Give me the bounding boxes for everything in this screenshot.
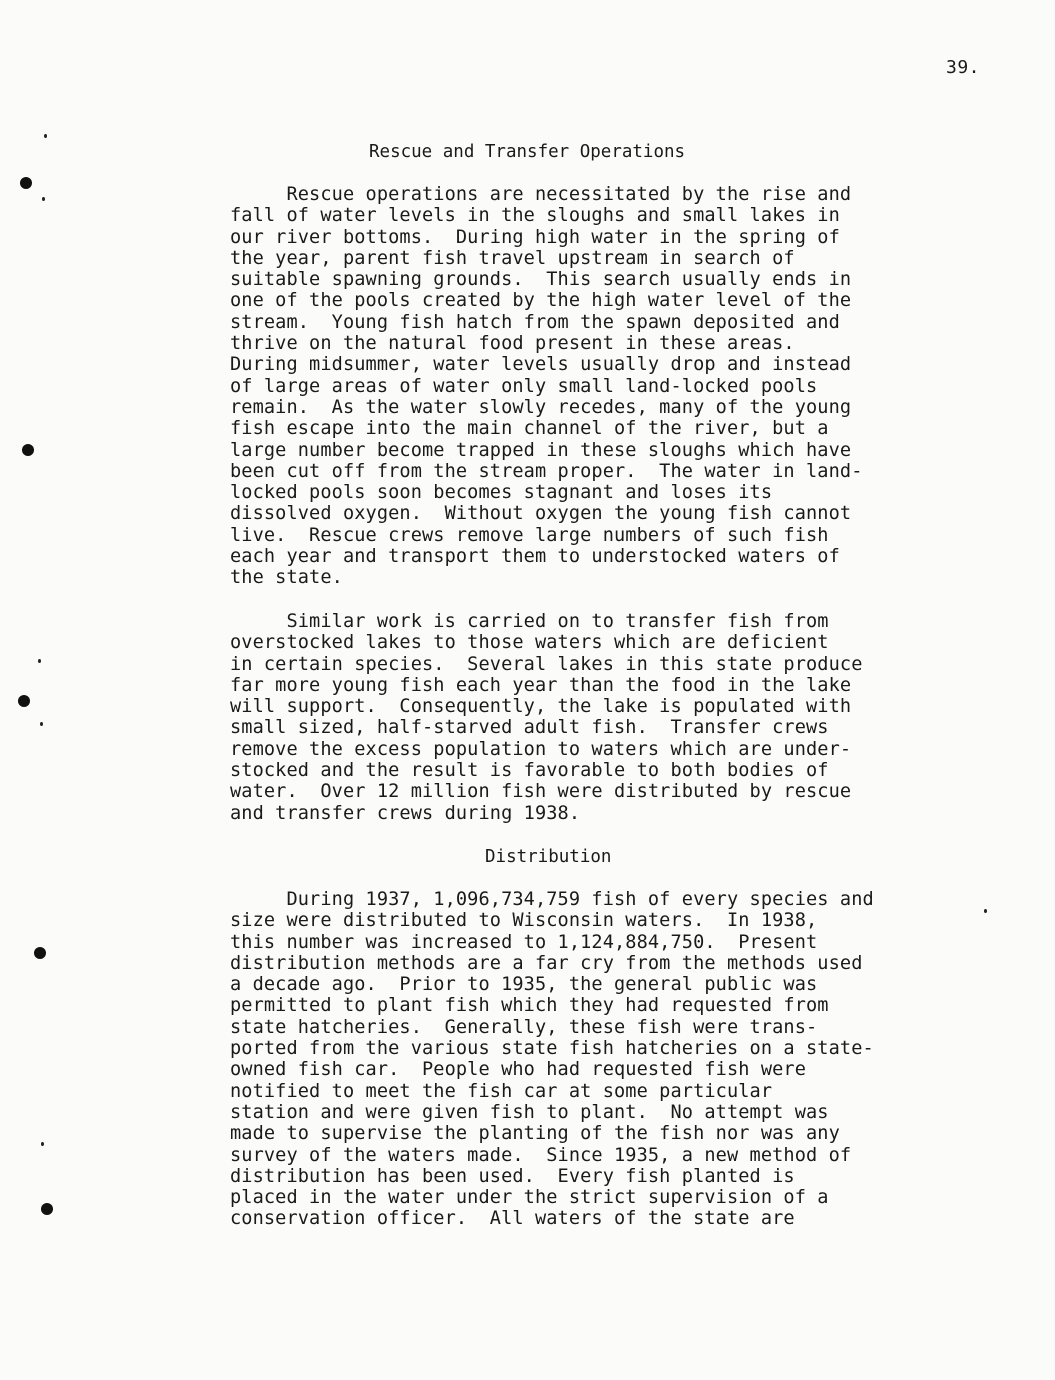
margin-speck: [40, 722, 43, 726]
text-line: remove the excess population to waters which are under-: [230, 738, 852, 760]
text-line: made to supervise the planting of the fish nor was any: [230, 1123, 840, 1145]
text-line: size were distributed to Wisconsin waters. In 1938,: [230, 910, 818, 932]
paragraph-rescue-1: [230, 184, 863, 589]
text-line: the year, parent fish travel upstream in search of: [230, 247, 795, 269]
text-line: station and were given fish to plant. No attempt was: [230, 1101, 829, 1123]
text-line: state hatcheries. Generally, these fish were trans-: [230, 1016, 818, 1038]
text-line: placed in the water under the strict supervision of a: [230, 1187, 829, 1209]
text-line: far more young fish each year than the food in the lake: [230, 674, 852, 696]
paragraph-distribution-1: [230, 889, 874, 1230]
text-line: water. Over 12 million fish were distributed by rescue: [230, 781, 852, 803]
text-line: locked pools soon becomes stagnant and loses its: [230, 482, 773, 504]
text-line: conservation officer. All waters of the state are: [230, 1208, 795, 1230]
text-line: this number was increased to 1,124,884,750. Present: [230, 931, 818, 953]
text-line: fall of water levels in the sloughs and small lakes in: [230, 205, 840, 227]
margin-speck: [41, 1142, 44, 1146]
text-line: large number become trapped in these sloughs which have: [230, 439, 852, 461]
text-line: small sized, half-starved adult fish. Transfer crews: [230, 717, 829, 739]
binder-hole-mark: [22, 444, 34, 456]
text-line: thrive on the natural food present in these areas.: [230, 333, 795, 355]
section-heading-rescue: Rescue and Transfer Operations: [369, 142, 686, 162]
text-line: stream. Young fish hatch from the spawn deposited and: [230, 311, 840, 333]
text-line: Rescue operations are necessitated by the rise and: [230, 184, 852, 205]
text-line: each year and transport them to understocked waters of: [230, 546, 840, 568]
text-line: distribution has been used. Every fish planted is: [230, 1165, 795, 1187]
binder-hole-mark: [20, 177, 32, 189]
text-line: one of the pools created by the high water level of the: [230, 290, 852, 312]
text-line: live. Rescue crews remove large numbers of such fish: [230, 524, 829, 546]
margin-speck: [38, 659, 41, 663]
text-line: distribution methods are a far cry from the methods used: [230, 952, 863, 974]
text-line: been cut off from the stream proper. The water in land-: [230, 460, 863, 482]
margin-speck: [42, 197, 45, 201]
text-line: ported from the various state fish hatcheries on a state-: [230, 1038, 874, 1060]
text-line: remain. As the water slowly recedes, many of the young: [230, 396, 852, 418]
text-line: in certain species. Several lakes in this state produce: [230, 653, 863, 675]
paragraph-rescue-2: [230, 611, 863, 824]
text-line: owned fish car. People who had requested fish were: [230, 1059, 807, 1081]
text-line: will support. Consequently, the lake is populated with: [230, 696, 852, 718]
margin-speck: [984, 909, 987, 913]
binder-hole-mark: [18, 695, 30, 707]
page-number: 39.: [946, 57, 981, 78]
text-line: a decade ago. Prior to 1935, the general public was: [230, 974, 818, 996]
binder-hole-mark: [41, 1203, 53, 1215]
text-line: fish escape into the main channel of the river, but a: [230, 418, 829, 440]
text-line: suitable spawning grounds. This search usually ends in: [230, 269, 852, 291]
text-line: permitted to plant fish which they had requested from: [230, 995, 829, 1017]
text-line: of large areas of water only small land-locked pools: [230, 375, 818, 397]
text-line: the state.: [230, 567, 343, 589]
binder-hole-mark: [34, 947, 46, 959]
text-line: and transfer crews during 1938.: [230, 802, 581, 824]
text-line: survey of the waters made. Since 1935, a new method of: [230, 1144, 852, 1166]
text-line: Similar work is carried on to transfer fish from: [230, 611, 829, 632]
margin-speck: [44, 134, 47, 138]
section-heading-distribution: Distribution: [485, 847, 612, 867]
text-line: During 1937, 1,096,734,759 fish of every species and: [230, 889, 874, 910]
text-line: dissolved oxygen. Without oxygen the young fish cannot: [230, 503, 852, 525]
text-line: During midsummer, water levels usually drop and instead: [230, 354, 852, 376]
text-line: notified to meet the fish car at some particular: [230, 1080, 773, 1102]
text-line: our river bottoms. During high water in the spring of: [230, 226, 840, 248]
text-line: stocked and the result is favorable to both bodies of: [230, 760, 829, 782]
text-line: overstocked lakes to those waters which are deficient: [230, 632, 829, 654]
